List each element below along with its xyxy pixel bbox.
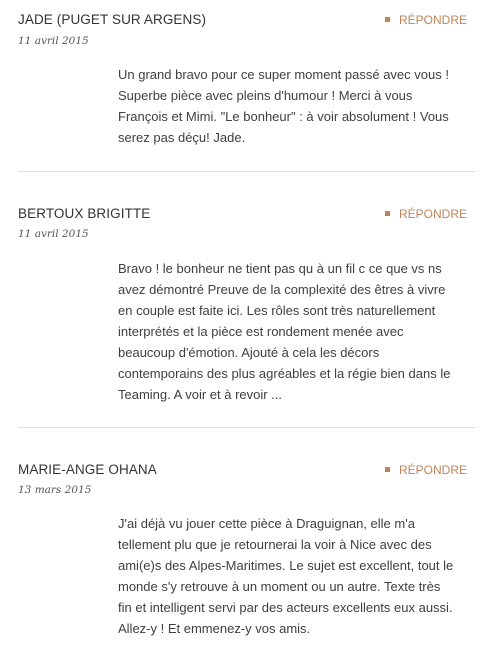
reply-button[interactable] (385, 13, 467, 27)
reply-button[interactable] (385, 207, 467, 221)
comment-line: ami(e)s des Alpes-Maritimes. Le sujet est excellent, tout le (118, 558, 454, 573)
comment-line: en couple est faite ici. Les rôles sont très naturellement (118, 303, 436, 318)
comment-body (118, 513, 478, 639)
comment-line: tellement plu que je retournerai la voir à Nice avec des (118, 537, 432, 552)
comment-author: BERTOUX BRIGITTE (18, 206, 151, 221)
comment-line: serez pas déçu! Jade. (118, 130, 246, 145)
reply-label: RÉPONDRE (399, 207, 468, 221)
comment-line: interprétés et la pièce est rondement menée avec (118, 324, 404, 339)
comment-line: Un grand bravo pour ce super moment passé avec vous ! (118, 67, 449, 82)
comment-body (118, 258, 478, 405)
reply-label: RÉPONDRE (399, 13, 468, 27)
comment-line: Allez-y ! Et emmenez-y vos amis. (118, 621, 311, 636)
comment-line: fin et intelligent servi par des acteurs excellents eux aussi. (118, 600, 453, 615)
comment-line: contemporains des plus agréables et la régie bien dans le (118, 366, 451, 381)
bullet-square-icon (385, 211, 390, 216)
comment-body (118, 64, 478, 148)
bullet-square-icon (385, 467, 390, 472)
comment-line: J'ai déjà vu jouer cette pièce à Draguignan, elle m'a (118, 516, 415, 531)
comment-divider (18, 171, 475, 172)
comment-line: avez démontré Preuve de la complexité des êtres à vivre (118, 282, 446, 297)
comment-line: monde s'y retrouve à un moment ou un autre. Texte très (118, 579, 441, 594)
reply-label: RÉPONDRE (399, 463, 468, 477)
comment-author: JADE (PUGET SUR ARGENS) (18, 12, 207, 27)
comment-date: 11 avril 2015 (18, 35, 89, 47)
comment-date: 11 avril 2015 (18, 228, 89, 240)
comment-author: MARIE-ANGE OHANA (18, 462, 157, 477)
comment-line: beaucoup d'émotion. Ajouté à cela les décors (118, 345, 380, 360)
bullet-square-icon (385, 17, 390, 22)
comment-line: Teaming. A voir et à revoir ... (118, 387, 283, 402)
comment-divider (18, 427, 475, 428)
comment-line: Superbe pièce avec pleins d'humour ! Merci à vous (118, 88, 413, 103)
reply-button[interactable] (385, 463, 467, 477)
comment-date: 13 mars 2015 (18, 484, 92, 496)
comment-line: Bravo ! le bonheur ne tient pas qu à un fil c ce que vs ns (118, 261, 442, 276)
comment-line: François et Mimi. "Le bonheur" : à voir absolument ! Vous (118, 109, 449, 124)
